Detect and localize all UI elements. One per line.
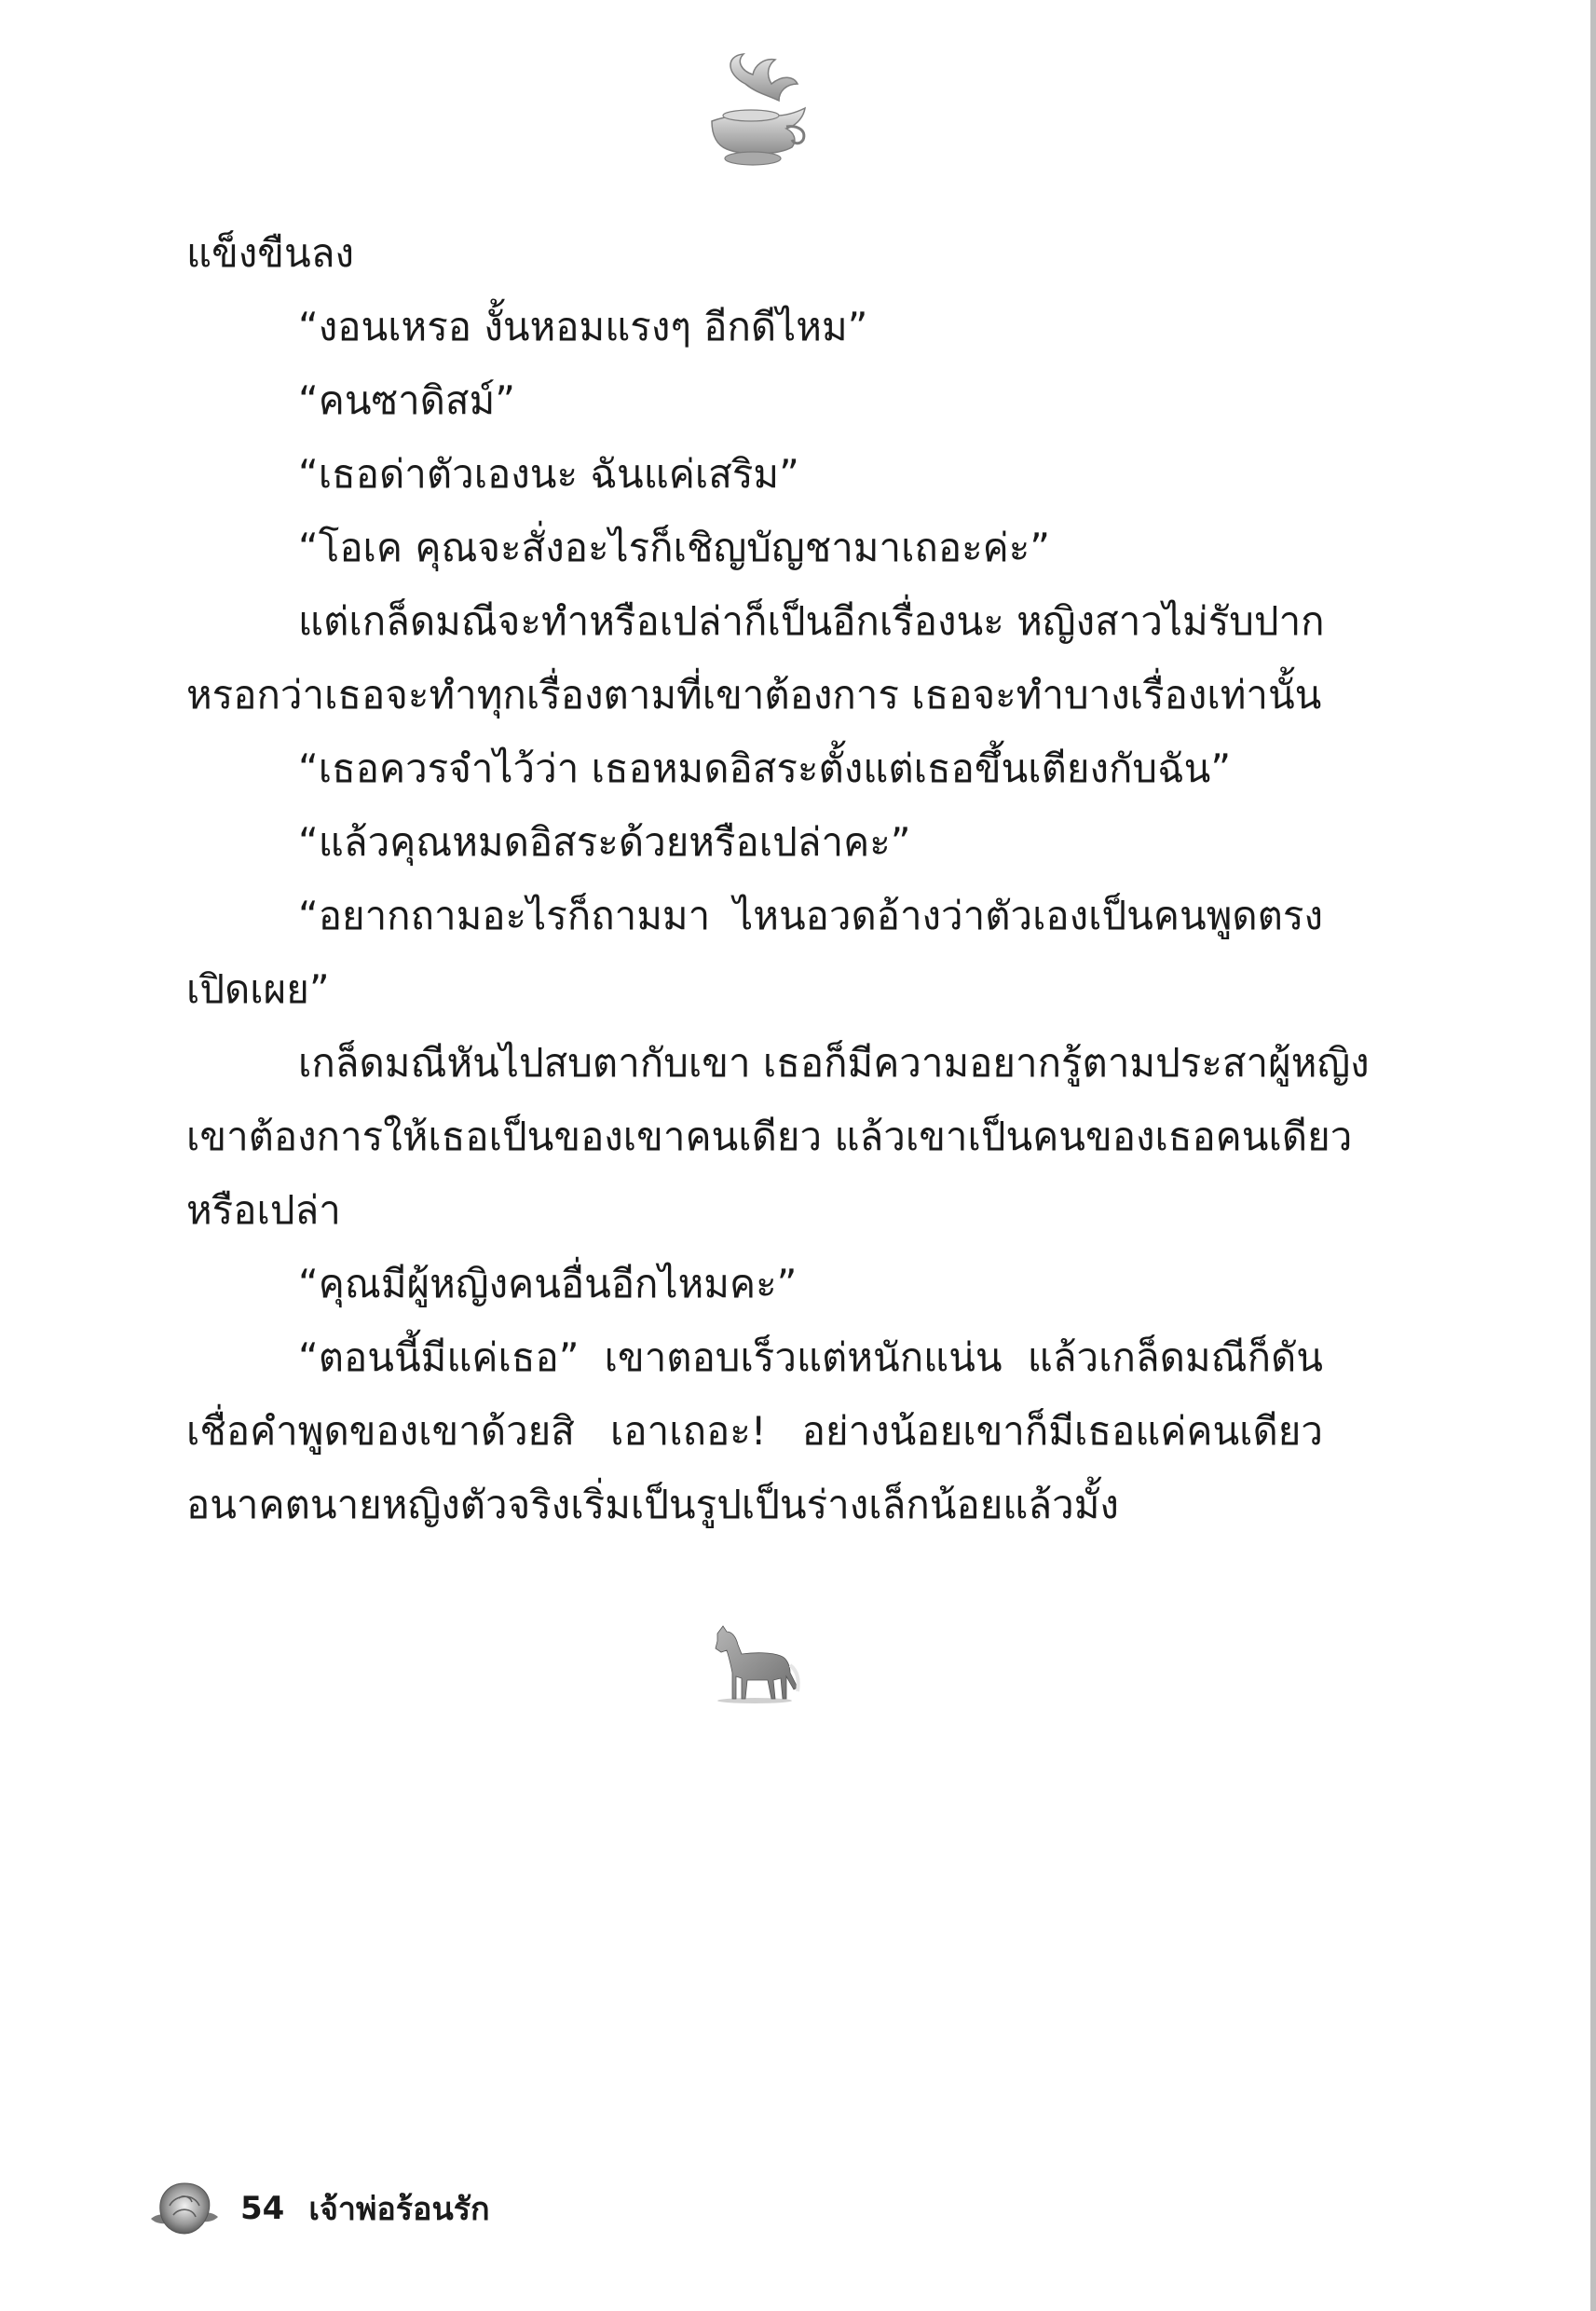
text-line: “แล้วคุณหมดอิสระด้วยหรือเปล่าคะ”: [298, 819, 911, 865]
horse-icon: [701, 1617, 809, 1710]
book-title: เจ้าพ่อร้อนรัก: [308, 2191, 490, 2228]
text-line: แข็งขืนลง: [186, 230, 354, 276]
text-line: “คนซาดิสม์”: [298, 377, 516, 423]
body-text: [186, 216, 1370, 1541]
text-line: “คุณมีผู้หญิงคนอื่นอีกไหมคะ”: [298, 1261, 798, 1306]
page-edge: [1590, 0, 1596, 2311]
text-line: เขาต้องการให้เธอเป็นของเขาคนเดียว แล้วเขาเป็นคนของเธอคนเดียว: [186, 1114, 1353, 1159]
page-footer: [147, 2176, 490, 2241]
text-line: เกล็ดมณีหันไปสบตากับเขา เธอก็มีความอยากรู้ตามประสาผู้หญิง: [298, 1040, 1370, 1086]
text-line: “เธอควรจำไว้ว่า เธอหมดอิสระตั้งแต่เธอขึ้นเตียงกับฉัน”: [298, 745, 1232, 791]
text-line: “เธอด่าตัวเองนะ ฉันแค่เสริม”: [298, 451, 799, 497]
text-line: “โอเค คุณจะสั่งอะไรก็เชิญบัญชามาเถอะค่ะ”: [298, 525, 1051, 570]
text-line: เชื่อคำพูดของเขาด้วยสิ เอาเถอะ! อย่างน้อยเขาก็มีเธอแค่คนเดียว: [186, 1408, 1323, 1454]
page-number: 54: [240, 2190, 285, 2227]
text-line: เปิดเผย”: [186, 966, 330, 1012]
rose-icon: [147, 2178, 222, 2239]
text-line: “ตอนนี้มีแค่เธอ” เขาตอบเร็วแต่หนักแน่น แล้วเกล็ดมณีก็ดัน: [298, 1334, 1323, 1380]
text-line: อนาคตนายหญิงตัวจริงเริ่มเป็นรูปเป็นร่างเล็กน้อยแล้วมั้ง: [186, 1482, 1119, 1527]
text-line: หรอกว่าเธอจะทำทุกเรื่องตามที่เขาต้องการ เธอจะทำบางเรื่องเท่านั้น: [186, 672, 1322, 718]
text-line: “อยากถามอะไรก็ถามมา ไหนอวดอ้างว่าตัวเองเป็นคนพูดตรง: [298, 893, 1323, 938]
text-line: “งอนเหรอ งั้นหอมแรงๆ อีกดีไหม”: [298, 304, 868, 349]
genie-lamp-icon: [689, 47, 820, 172]
text-line: หรือเปล่า: [186, 1187, 341, 1233]
text-line: แต่เกล็ดมณีจะทำหรือเปล่าก็เป็นอีกเรื่องนะ หญิงสาวไม่รับปาก: [298, 598, 1325, 644]
